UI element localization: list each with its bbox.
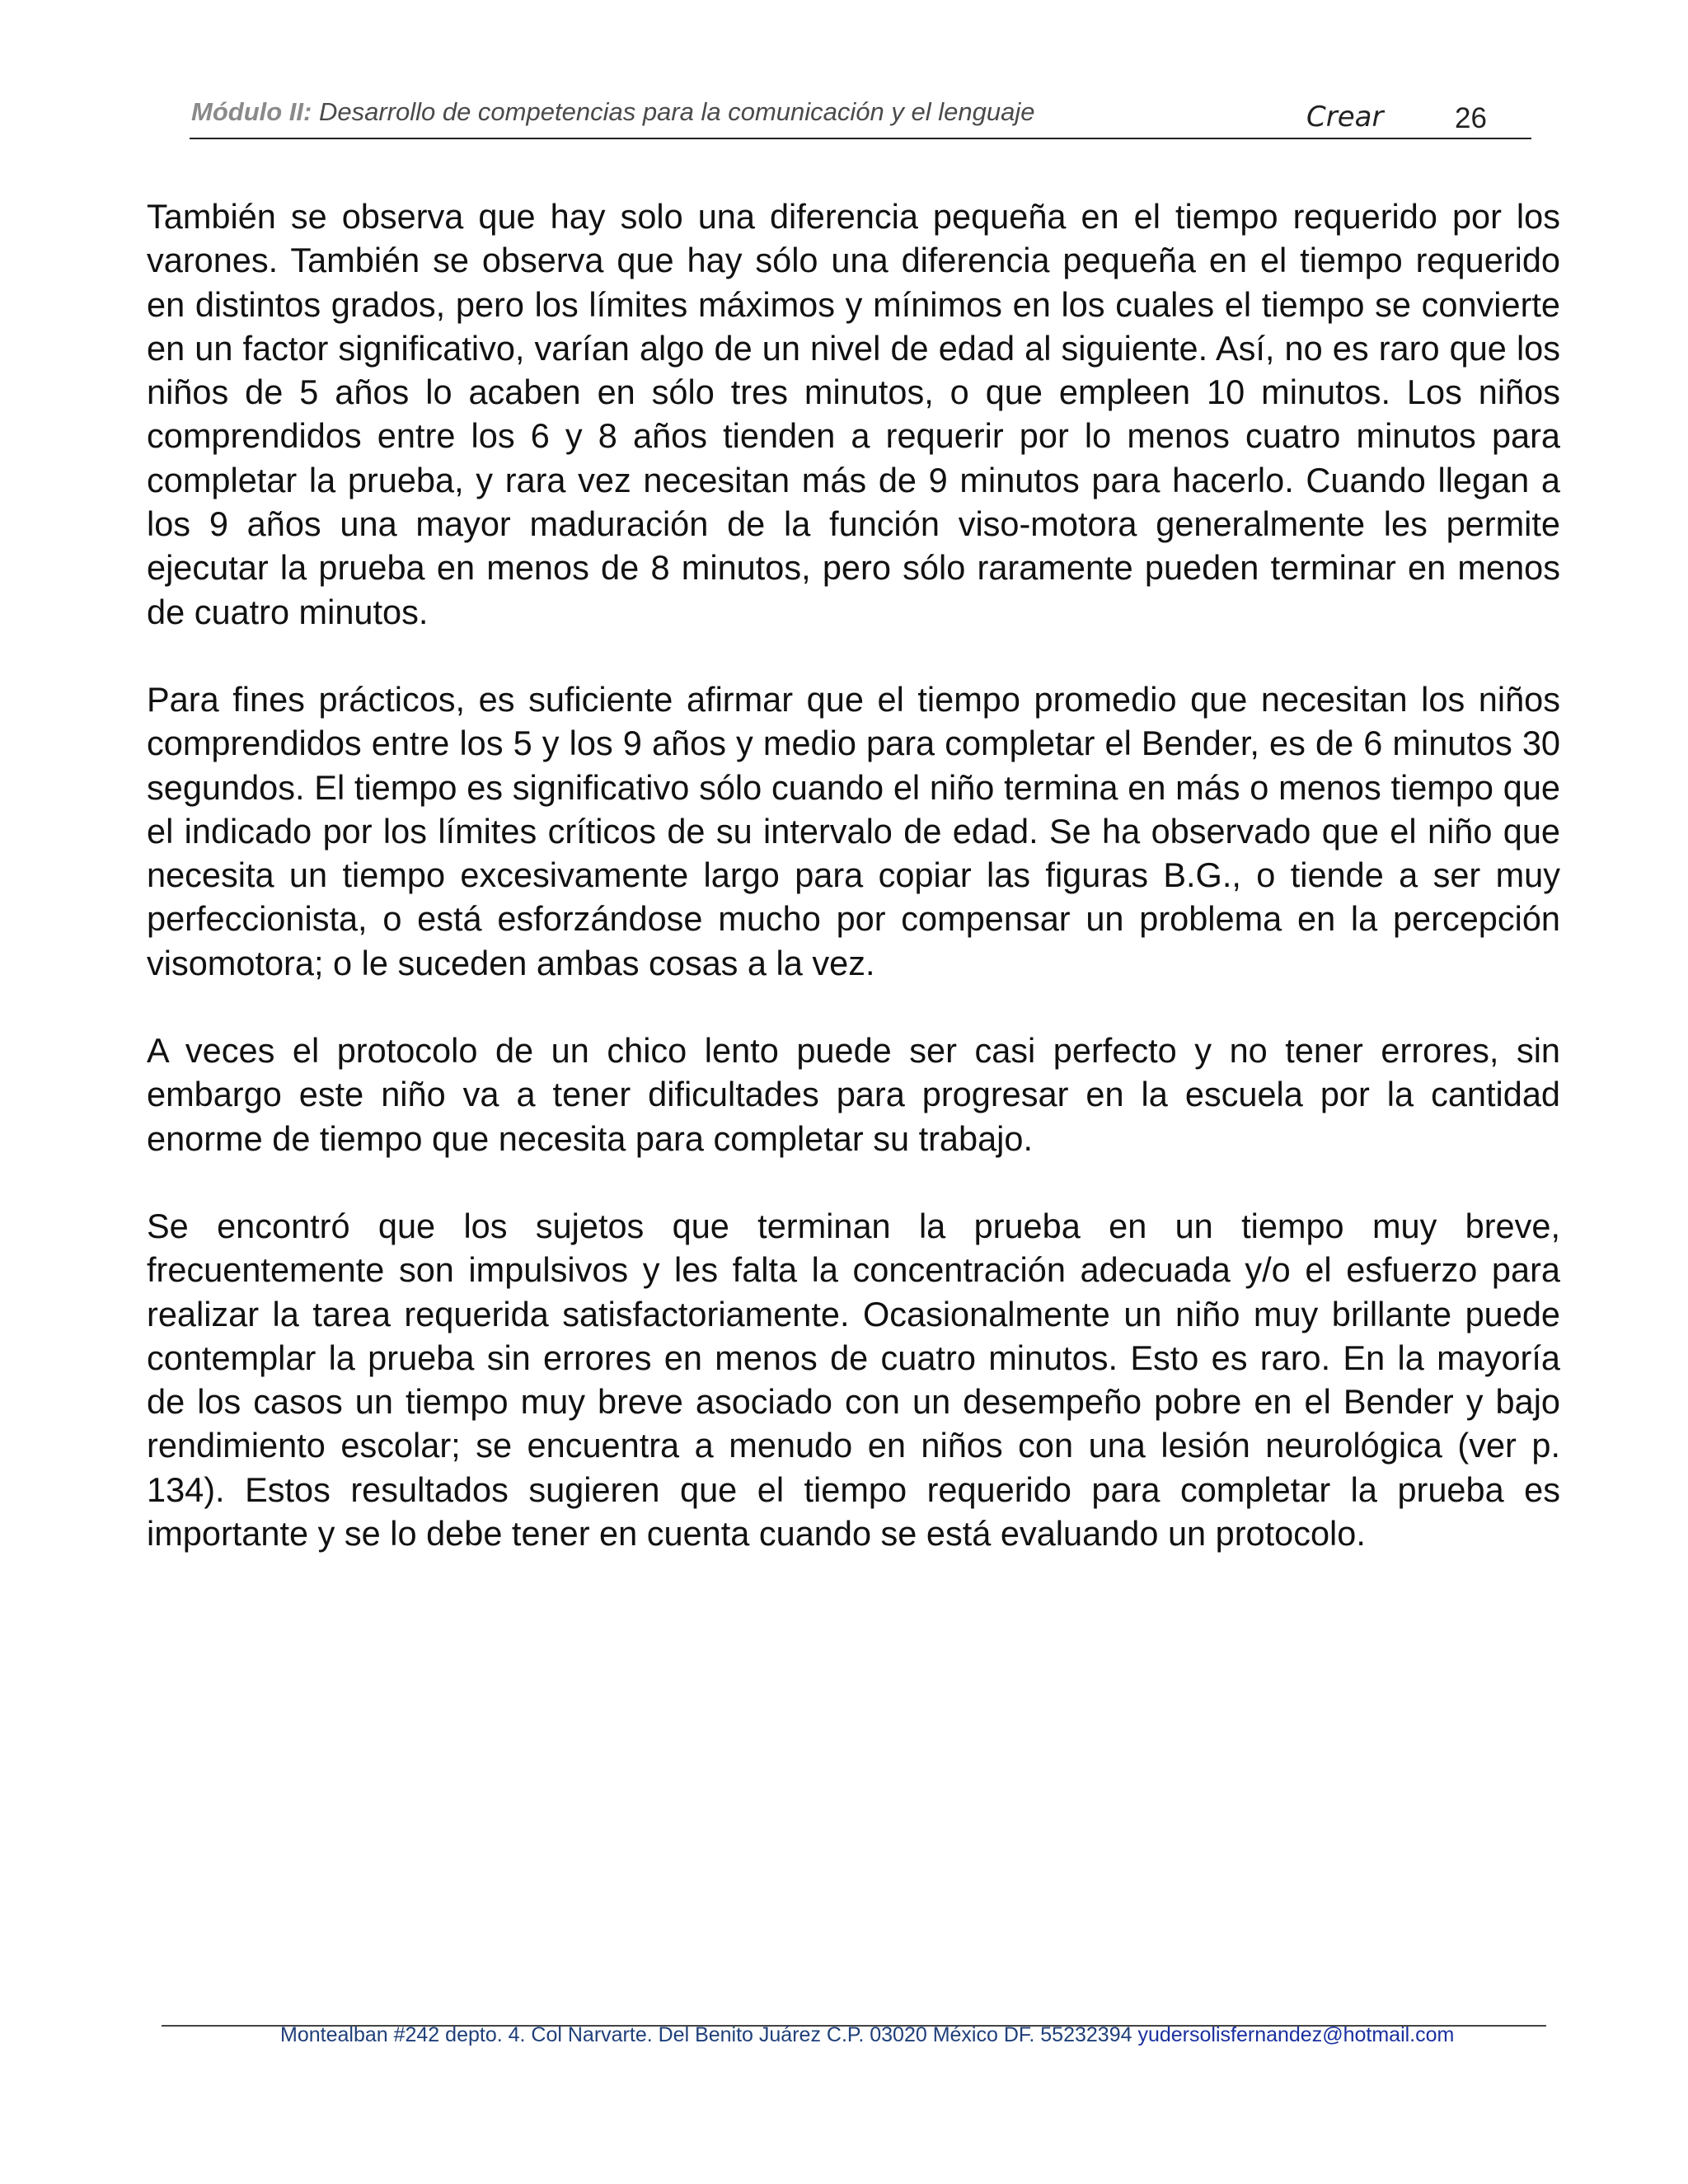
page-number: 26 — [1455, 102, 1487, 134]
module-name: Desarrollo de competencias para la comunicación y el lenguaje — [312, 97, 1035, 126]
module-title — [191, 97, 1034, 127]
paragraph-4: Se encontró que los sujetos que terminan la prueba en un tiempo muy breve, frecuentemente son impulsivos y les falta la concentración adecuada y/o el esfuerzo para realizar la tarea requerida satisfactoriamente. Ocasionalmente un niño muy brillante puede contemplar la prueba sin errores en menos de cuatro minutos. Esto es raro. En la mayoría de los casos un tiempo muy breve asociado con un desempeño pobre en el Bender y bajo rendimiento escolar; se encuentra a menudo en niños con una lesión neurológica (ver p. 134). Estos resultados sugieren que el tiempo requerido para completar la prueba es importante y se lo debe tener en cuenta cuando se está evaluando un protocolo. — [147, 1206, 1560, 1554]
footer-email: yudersolisfernandez@hotmail.com — [1137, 2023, 1455, 2046]
page-footer — [280, 2023, 1566, 2047]
paragraph-2: Para fines prácticos, es suficiente afirmar que el tiempo promedio que necesitan los niños comprendidos entre los 5 y los 9 años y medio para completar el Bender, es de 6 minutos 30 segundos. El tiempo es significativo sólo cuando el niño termina en más o menos tiempo que el indicado por los límites críticos de su intervalo de edad. Se ha observado que el niño que necesita un tiempo excesivamente largo para copiar las figuras B.G., o tiende a ser muy perfeccionista, o está esforzándose mucho por compensar un problema en la percepción visomotora; o le suceden ambas cosas a la vez. — [147, 679, 1560, 982]
module-label: Módulo II: — [191, 97, 312, 126]
paragraph-3: A veces el protocolo de un chico lento puede ser casi perfecto y no tener errores, sin embargo este niño va a tener dificultades para progresar en la escuela por la cantidad enorme de tiempo que necesita para completar su trabajo. — [147, 1031, 1560, 1158]
body-text — [147, 194, 1560, 1599]
brand-label: Crear — [1306, 101, 1384, 134]
footer-address: Montealban #242 depto. 4. Col Narvarte. Del Benito Juárez C.P. 03020 México DF. 55232394 — [280, 2023, 1138, 2046]
page-header — [190, 92, 1533, 142]
paragraph-1: También se observa que hay solo una diferencia pequeña en el tiempo requerido por los varones. También se observa que hay sólo una diferencia pequeña en el tiempo requerido en distintos grados, pero los límites máximos y mínimos en los cuales el tiempo se convierte en un factor significativo, varían algo de un nivel de edad al siguiente. Así, no es raro que los niños de 5 años lo acaben en sólo tres minutos, o que empleen 10 minutos. Los niños comprendidos entre los 6 y 8 años tienden a requerir por lo menos cuatro minutos para completar la prueba, y rara vez necesitan más de 9 minutos para hacerlo. Cuando llegan a los 9 años una mayor maduración de la función viso-motora generalmente les permite ejecutar la prueba en menos de 8 minutos, pero sólo raramente pueden terminar en menos de cuatro minutos. — [147, 197, 1560, 631]
header-divider — [190, 138, 1531, 139]
